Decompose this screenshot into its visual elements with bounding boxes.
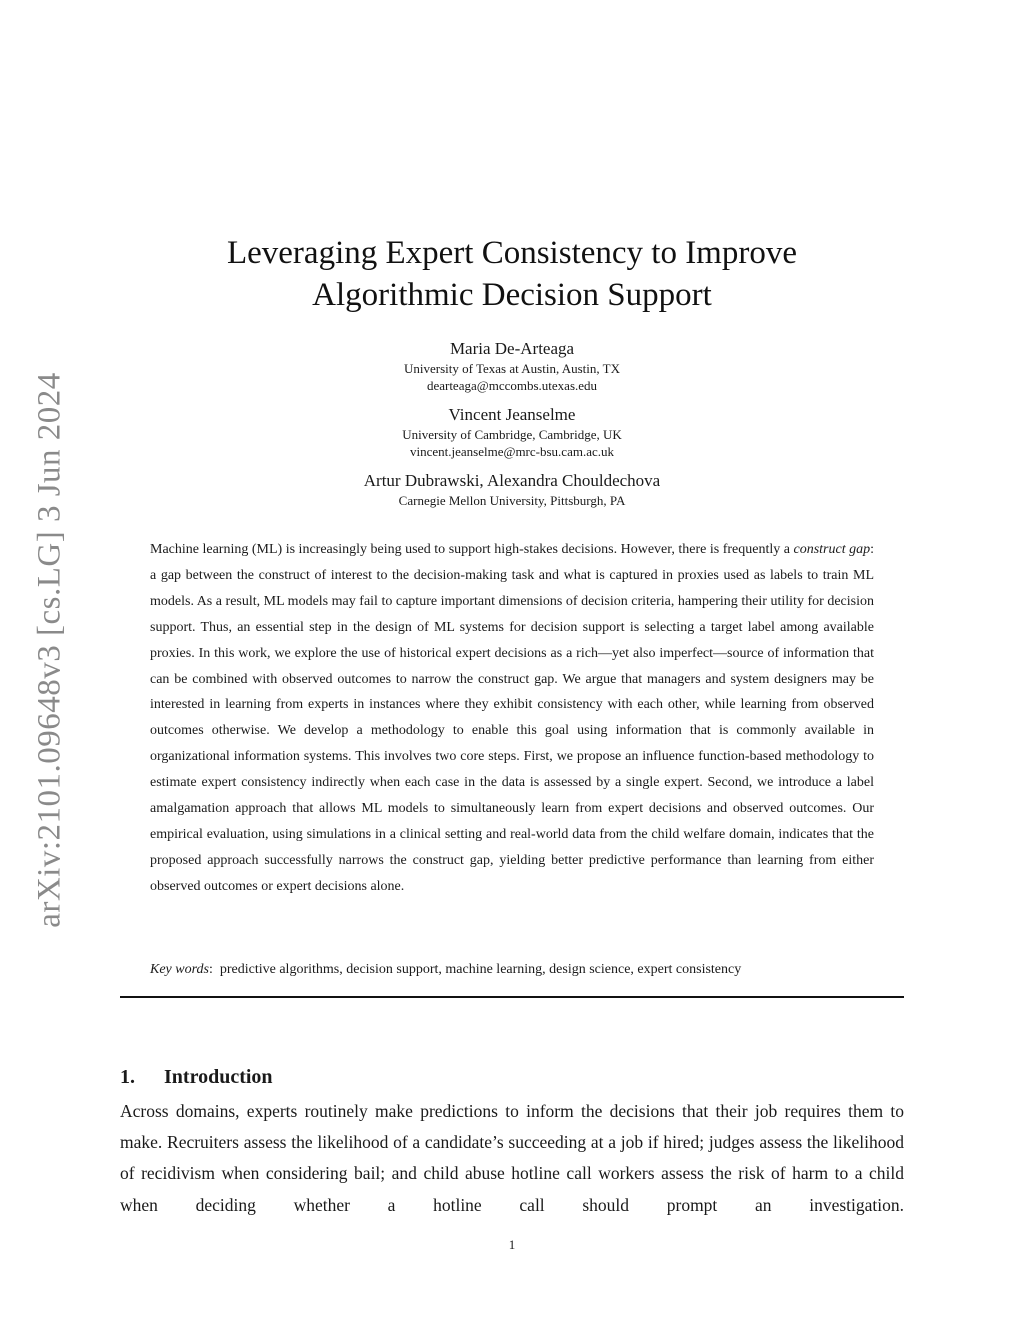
keywords-text: predictive algorithms, decision support, machine learning, design science, expert consistency — [219, 962, 742, 977]
introduction-paragraph: Across domains, experts routinely make predictions to inform the decisions that their job requires them to make. Recruiters assess the likelihood of a candidate’s succeeding at a job if hired; judges assess the likelihood of recidivism when considering bail; and child abuse hotline call workers assess the risk of harm to a child when deciding whether a hotline call should prompt an investigation. — [120, 1101, 904, 1215]
keywords — [150, 959, 874, 981]
author-name: Vincent Jeanselme — [448, 405, 576, 424]
author-affiliation: University of Cambridge, Cambridge, UK — [402, 427, 622, 442]
section-title: Introduction — [164, 1066, 273, 1088]
page-number: 1 — [508, 1237, 516, 1252]
section-number: 1. — [120, 1066, 135, 1088]
paper-title — [150, 232, 874, 316]
horizontal-rule — [120, 996, 904, 998]
author-block-2 — [212, 404, 812, 460]
section-heading — [120, 1064, 273, 1090]
abstract — [150, 537, 874, 900]
author-affiliation: Carnegie Mellon University, Pittsburgh, PA — [398, 493, 626, 508]
arxiv-identifier-stamp: arXiv:2101.09648v3 [cs.LG] 3 Jun 2024 — [31, 372, 68, 928]
author-affiliation: University of Texas at Austin, Austin, TX — [404, 361, 620, 376]
keywords-colon: : — [208, 962, 220, 977]
author-name: Artur Dubrawski, Alexandra Chouldechova — [363, 471, 661, 490]
author-block-3 — [212, 470, 812, 509]
author-name: Maria De-Arteaga — [449, 339, 575, 358]
author-block-1 — [212, 338, 812, 394]
abstract-text-start: Machine learning (ML) is increasingly being used to support high-stakes decisions. However, there is frequently a — [150, 542, 794, 557]
abstract-term-construct-gap: construct gap — [793, 542, 871, 557]
title-line-1: Leveraging Expert Consistency to Improve — [226, 235, 797, 271]
author-email: vincent.jeanselme@mrc-bsu.cam.ac.uk — [409, 444, 614, 459]
title-line-2: Algorithmic Decision Support — [312, 277, 712, 313]
author-email: dearteaga@mccombs.utexas.edu — [426, 378, 598, 393]
abstract-text-rest: : a gap between the construct of interest to the decision-making task and what is captured in proxies used as labels to train ML models. As a result, ML models may fail to capture important dimensions of decision criteria, hampering their utility for decision support. Thus, an essential step in the design of ML systems for decision support is selecting a target label among available proxies. In this work, we explore the use of historical expert decisions as a rich—yet also imperfect—source of information that can be combined with observed outcomes to narrow the construct gap. We argue that managers and system designers may be interested in learning from experts in instances where they exhibit consistency with each other, while learning from observed outcomes otherwise. We develop a methodology to enable this goal using information that is commonly available in organizational information systems. This involves two core steps. First, we propose an influence function-based methodology to estimate expert consistency indirectly when each case in the data is assessed by a single expert. Second, we introduce a label amalgamation approach that allows ML models to simultaneously learn from expert decisions and observed outcomes. Our empirical evaluation, using simulations in a clinical setting and real-world data from the child welfare domain, indicates that the proposed approach successfully narrows the construct gap, yielding better predictive performance than learning from either observed outcomes or expert decisions alone. — [150, 542, 874, 894]
keywords-label: Key words — [150, 962, 209, 977]
